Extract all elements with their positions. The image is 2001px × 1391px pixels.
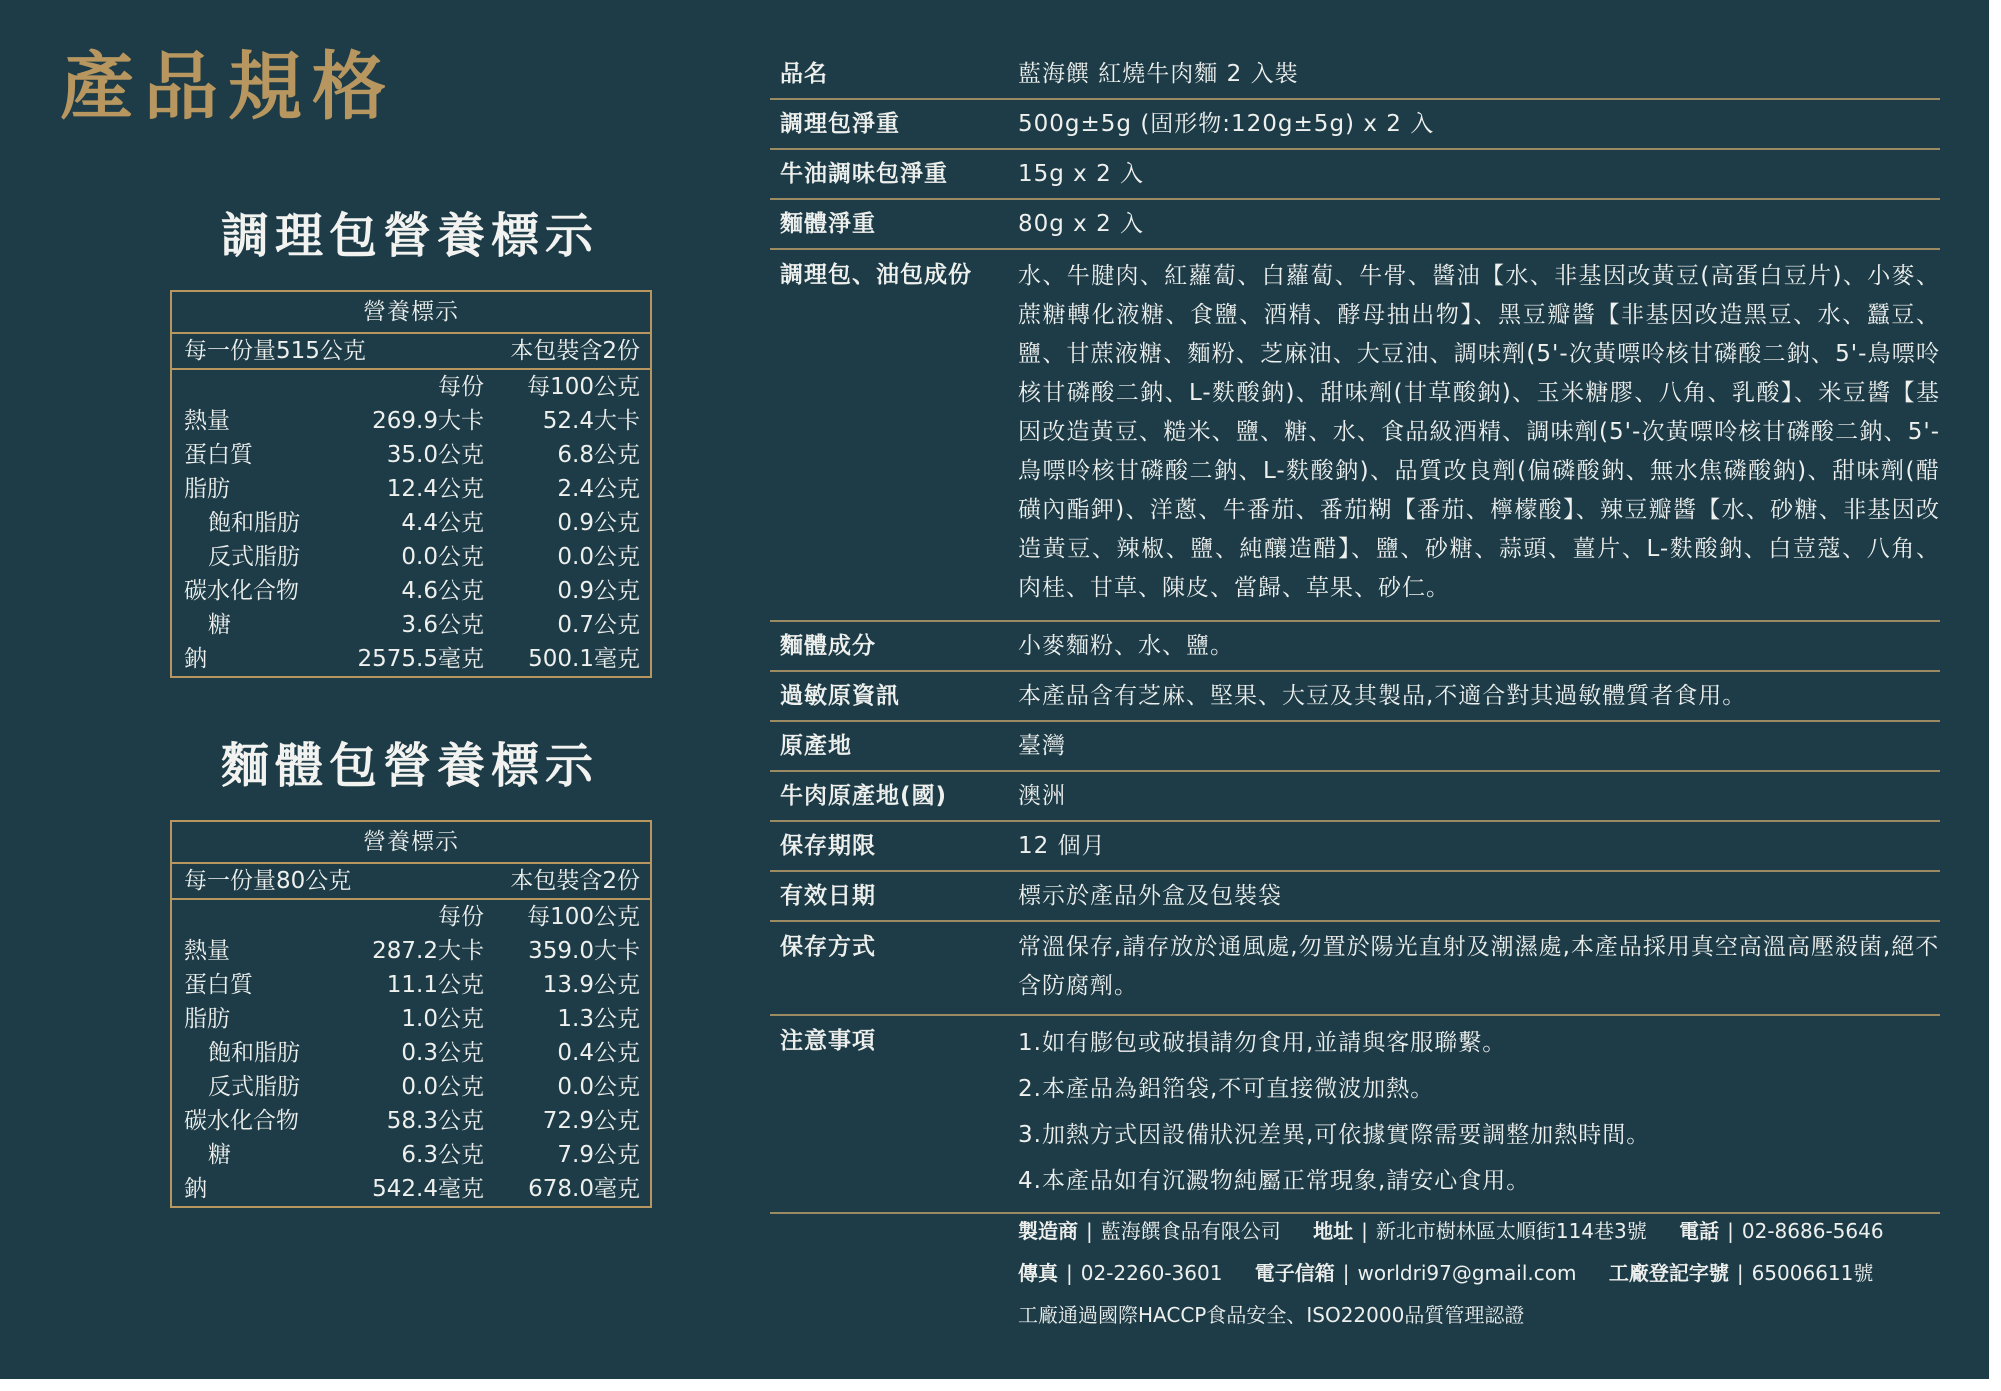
table-row xyxy=(172,540,650,574)
nutrient-name: 反式脂肪 xyxy=(208,1074,300,1100)
col-per-100g: 每100公克 xyxy=(527,904,640,930)
maker-value: 藍海饌食品有限公司 xyxy=(1100,1219,1281,1243)
nutrient-name: 飽和脂肪 xyxy=(208,510,300,536)
table-row xyxy=(172,404,650,438)
spec-label: 過敏原資訊 xyxy=(780,683,900,709)
spec-row-butter-weight xyxy=(770,150,1940,200)
divider: | xyxy=(1361,1219,1368,1243)
table-row xyxy=(172,1104,650,1138)
column-header-row xyxy=(172,370,650,404)
serving-info xyxy=(172,334,650,370)
spec-label: 麵體成分 xyxy=(780,633,876,659)
per-100g-value: 7.9公克 xyxy=(557,1142,640,1168)
nutrient-name: 鈉 xyxy=(184,646,207,672)
table-row xyxy=(172,438,650,472)
nutrient-name: 脂肪 xyxy=(184,1006,230,1032)
spec-row-product-name xyxy=(770,50,1940,100)
spec-label: 品名 xyxy=(780,61,828,87)
nutrient-name: 蛋白質 xyxy=(184,442,253,468)
divider: | xyxy=(1066,1261,1073,1285)
company-line-3 xyxy=(1018,1294,1940,1336)
spec-label: 原產地 xyxy=(780,733,852,759)
table-row xyxy=(172,642,650,676)
spec-row-ingredients xyxy=(770,250,1940,622)
table-row xyxy=(172,1172,650,1206)
spec-value: 臺灣 xyxy=(1018,733,1066,759)
nutrient-name: 蛋白質 xyxy=(184,972,253,998)
col-per-100g: 每100公克 xyxy=(527,374,640,400)
prep-nutrition-title: 調理包營養標示 xyxy=(220,208,599,264)
spec-label: 調理包、油包成份 xyxy=(780,262,972,288)
per-100g-value: 0.0公克 xyxy=(557,544,640,570)
list-item: 4.本產品如有沉澱物純屬正常現象,請安心食用。 xyxy=(1018,1168,1531,1194)
page-title: 產品規格 xyxy=(60,44,396,130)
per-serving-value: 6.3公克 xyxy=(401,1142,484,1168)
spec-label: 麵體淨重 xyxy=(780,211,876,237)
spec-label: 注意事項 xyxy=(780,1028,876,1054)
spec-value: 藍海饌 紅燒牛肉麵 2 入裝 xyxy=(1018,61,1299,87)
nutrient-name: 碳水化合物 xyxy=(184,578,299,604)
per-serving-value: 35.0公克 xyxy=(386,442,484,468)
column-header-row xyxy=(172,900,650,934)
spec-label: 牛油調味包淨重 xyxy=(780,161,948,187)
spec-row-prep-weight xyxy=(770,100,1940,150)
notes-list xyxy=(1018,1016,1940,1212)
spec-row-allergen xyxy=(770,672,1940,722)
nutrition-head: 營養標示 xyxy=(172,822,650,864)
nutrient-name: 鈉 xyxy=(184,1176,207,1202)
per-serving-value: 58.3公克 xyxy=(386,1108,484,1134)
per-100g-value: 13.9公克 xyxy=(542,972,640,998)
spec-value: 水、牛腱肉、紅蘿蔔、白蘿蔔、牛骨、醬油【水、非基因改黃豆(高蛋白豆片)、小麥、蔗糖轉化液糖、食鹽、酒精、酵母抽出物】、黑豆瓣醬【非基因改造黑豆、水、蠶豆、鹽、甘蔗液糖、麵粉、芝麻油、大豆油、調味劑(5'-次黃嘌呤核甘磷酸二鈉、5'-鳥嘌呤核甘磷酸二鈉、L-麩酸鈉)、甜味劑(甘草酸鈉)、玉米糖膠、八角、乳酸】、米豆醬【基因改造黃豆、糙米、鹽、糖、水、食品級酒精、調味劑(5'-次黃嘌呤核甘磷酸二鈉、5'-鳥嘌呤核甘磷酸二鈉、L-麩酸鈉)、品質改良劑(偏磷酸鈉、無水焦磷酸鈉)、甜味劑(醋磺內酯鉀)、洋蔥、牛番茄、番茄糊【番茄、檸檬酸】、辣豆瓣醬【水、砂糖、非基因改造黃豆、辣椒、鹽、純釀造醋】、鹽、砂糖、蒜頭、薑片、L-麩酸鈉、白荳蔻、八角、肉桂、甘草、陳皮、當歸、草果、砂仁。 xyxy=(1018,263,1940,601)
per-100g-value: 6.8公克 xyxy=(557,442,640,468)
spec-label: 保存方式 xyxy=(780,934,876,960)
servings-per-pack: 本包裝含2份 xyxy=(510,338,640,364)
per-serving-value: 1.0公克 xyxy=(401,1006,484,1032)
spec-value: 500g±5g (固形物:120g±5g) x 2 入 xyxy=(1018,111,1435,137)
per-100g-value: 0.0公克 xyxy=(557,1074,640,1100)
spec-row-noodle-weight xyxy=(770,200,1940,250)
col-per-serving: 每份 xyxy=(438,374,484,400)
divider: | xyxy=(1736,1261,1744,1285)
nutrient-name: 碳水化合物 xyxy=(184,1108,299,1134)
per-100g-value: 72.9公克 xyxy=(542,1108,640,1134)
spec-row-origin xyxy=(770,722,1940,772)
spec-label: 牛肉原產地(國) xyxy=(780,783,948,809)
spec-value: 80g x 2 入 xyxy=(1018,211,1145,237)
per-100g-value: 0.7公克 xyxy=(557,612,640,638)
spec-row-beef-origin xyxy=(770,772,1940,822)
maker-label: 製造商 xyxy=(1018,1219,1078,1243)
servings-per-pack: 本包裝含2份 xyxy=(510,868,640,894)
nutrient-name: 反式脂肪 xyxy=(208,544,300,570)
per-serving-value: 3.6公克 xyxy=(401,612,484,638)
factory-label: 工廠登記字號 xyxy=(1608,1261,1729,1285)
spec-row-expiry xyxy=(770,872,1940,922)
company-line-2 xyxy=(1018,1252,1940,1294)
per-100g-value: 52.4大卡 xyxy=(542,408,640,434)
per-100g-value: 359.0大卡 xyxy=(528,938,640,964)
prep-nutrition-table xyxy=(170,290,652,678)
phone-label: 電話 xyxy=(1679,1219,1720,1243)
table-row xyxy=(172,1036,650,1070)
per-serving-value: 4.4公克 xyxy=(401,510,484,536)
per-serving-value: 11.1公克 xyxy=(386,972,484,998)
table-row xyxy=(172,968,650,1002)
nutrient-name: 糖 xyxy=(208,1142,231,1168)
table-row xyxy=(172,574,650,608)
per-100g-value: 0.9公克 xyxy=(557,578,640,604)
table-row xyxy=(172,1138,650,1172)
table-row xyxy=(172,934,650,968)
per-serving-value: 0.0公克 xyxy=(401,544,484,570)
divider: | xyxy=(1727,1219,1734,1243)
fax-value: 02-2260-3601 xyxy=(1080,1261,1223,1285)
spec-label: 保存期限 xyxy=(780,833,876,859)
per-100g-value: 1.3公克 xyxy=(557,1006,640,1032)
email-label: 電子信箱 xyxy=(1254,1261,1335,1285)
per-serving-value: 0.0公克 xyxy=(401,1074,484,1100)
per-serving-value: 4.6公克 xyxy=(401,578,484,604)
list-item: 2.本產品為鋁箔袋,不可直接微波加熱。 xyxy=(1018,1076,1435,1102)
per-100g-value: 0.4公克 xyxy=(557,1040,640,1066)
spec-value: 小麥麵粉、水、鹽。 xyxy=(1018,633,1234,659)
spec-label: 調理包淨重 xyxy=(780,111,900,137)
serving-size: 每一份量515公克 xyxy=(184,338,366,364)
per-serving-value: 0.3公克 xyxy=(401,1040,484,1066)
list-item: 3.加熱方式因設備狀況差異,可依據實際需要調整加熱時間。 xyxy=(1018,1122,1651,1148)
per-serving-value: 2575.5毫克 xyxy=(357,646,484,672)
table-row xyxy=(172,1002,650,1036)
per-100g-value: 678.0毫克 xyxy=(528,1176,640,1202)
noodle-nutrition-table xyxy=(170,820,652,1208)
spec-row-storage xyxy=(770,922,1940,1016)
spec-row-notes xyxy=(770,1016,1940,1214)
spec-value: 標示於產品外盒及包裝袋 xyxy=(1018,883,1282,909)
spec-table xyxy=(770,50,1940,1214)
spec-row-noodle-ingredients xyxy=(770,622,1940,672)
nutrient-name: 熱量 xyxy=(184,408,230,434)
col-per-serving: 每份 xyxy=(438,904,484,930)
nutrition-head: 營養標示 xyxy=(172,292,650,334)
phone-value: 02-8686-5646 xyxy=(1741,1219,1884,1243)
per-serving-value: 12.4公克 xyxy=(386,476,484,502)
nutrient-name: 熱量 xyxy=(184,938,230,964)
noodle-nutrition-title: 麵體包營養標示 xyxy=(220,738,599,794)
nutrient-name: 飽和脂肪 xyxy=(208,1040,300,1066)
divider: | xyxy=(1086,1219,1093,1243)
table-row xyxy=(172,472,650,506)
spec-value: 12 個月 xyxy=(1018,833,1106,859)
list-item: 1.如有膨包或破損請勿食用,並請與客服聯繫。 xyxy=(1018,1030,1507,1056)
divider: | xyxy=(1342,1261,1350,1285)
per-serving-value: 542.4毫克 xyxy=(372,1176,484,1202)
per-100g-value: 0.9公克 xyxy=(557,510,640,536)
address-value: 新北市樹林區太順街114巷3號 xyxy=(1375,1219,1647,1243)
certification-text: 工廠通過國際HACCP食品安全、ISO22000品質管理認證 xyxy=(1018,1303,1525,1327)
nutrient-name: 脂肪 xyxy=(184,476,230,502)
spec-value: 15g x 2 入 xyxy=(1018,161,1145,187)
spec-value: 常溫保存,請存放於通風處,勿置於陽光直射及潮濕處,本產品採用真空高溫高壓殺菌,絕不含防腐劑。 xyxy=(1018,934,1940,999)
address-label: 地址 xyxy=(1313,1219,1354,1243)
per-100g-value: 500.1毫克 xyxy=(528,646,640,672)
serving-size: 每一份量80公克 xyxy=(184,868,352,894)
company-line-1 xyxy=(1018,1210,1940,1252)
company-info xyxy=(1018,1210,1940,1336)
per-serving-value: 269.9大卡 xyxy=(372,408,484,434)
serving-info xyxy=(172,864,650,900)
table-row xyxy=(172,506,650,540)
per-100g-value: 2.4公克 xyxy=(557,476,640,502)
factory-value: 65006611號 xyxy=(1751,1261,1874,1285)
table-row xyxy=(172,608,650,642)
fax-label: 傳真 xyxy=(1018,1261,1058,1285)
nutrient-name: 糖 xyxy=(208,612,231,638)
email-value: worldri97@gmail.com xyxy=(1357,1261,1577,1285)
spec-value: 本產品含有芝麻、堅果、大豆及其製品,不適合對其過敏體質者食用。 xyxy=(1018,683,1747,709)
table-row xyxy=(172,1070,650,1104)
spec-label: 有效日期 xyxy=(780,883,876,909)
per-serving-value: 287.2大卡 xyxy=(372,938,484,964)
spec-row-shelf-life xyxy=(770,822,1940,872)
spec-value: 澳洲 xyxy=(1018,783,1066,809)
